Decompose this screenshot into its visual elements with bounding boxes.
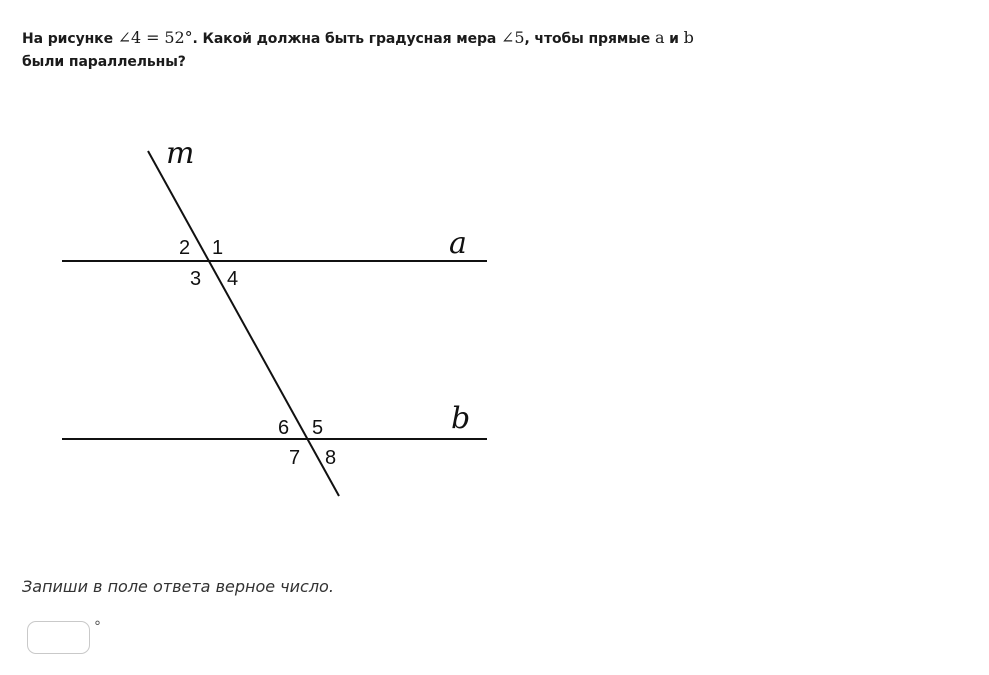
question-part-1: На рисунке (22, 31, 118, 47)
angle-5-ref: ∠5 (501, 28, 525, 47)
angle-label-8: 8 (325, 447, 337, 469)
line-b-label: b (451, 401, 471, 436)
angle-4-given: ∠4 = 52° (117, 28, 193, 47)
line-a-ref: a (654, 28, 665, 47)
line-a-label: a (449, 226, 467, 261)
question-part-4: и (664, 31, 684, 47)
degree-unit: ° (94, 619, 101, 635)
angle-label-6: 6 (278, 417, 290, 439)
question-part-3: , чтобы прямые (524, 31, 655, 47)
question-text (22, 26, 722, 74)
answer-input[interactable] (27, 621, 90, 654)
angle-label-5: 5 (312, 417, 324, 439)
geometry-figure (0, 100, 560, 520)
angle-label-2: 2 (179, 237, 191, 259)
transversal-label: m (166, 136, 195, 171)
angle-label-4: 4 (227, 268, 239, 290)
answer-row (27, 621, 101, 654)
angle-label-7: 7 (289, 447, 301, 469)
question-part-2: . Какой должна быть градусная мера (192, 31, 502, 47)
angle-label-1: 1 (212, 237, 224, 259)
angle-label-3: 3 (190, 268, 202, 290)
geometry-figure-svg (0, 100, 560, 520)
question-part-5: были параллельны? (22, 54, 186, 70)
transversal-m (148, 151, 339, 496)
instruction-text: Запиши в поле ответа верное число. (22, 577, 334, 596)
line-b-ref: b (683, 28, 694, 47)
